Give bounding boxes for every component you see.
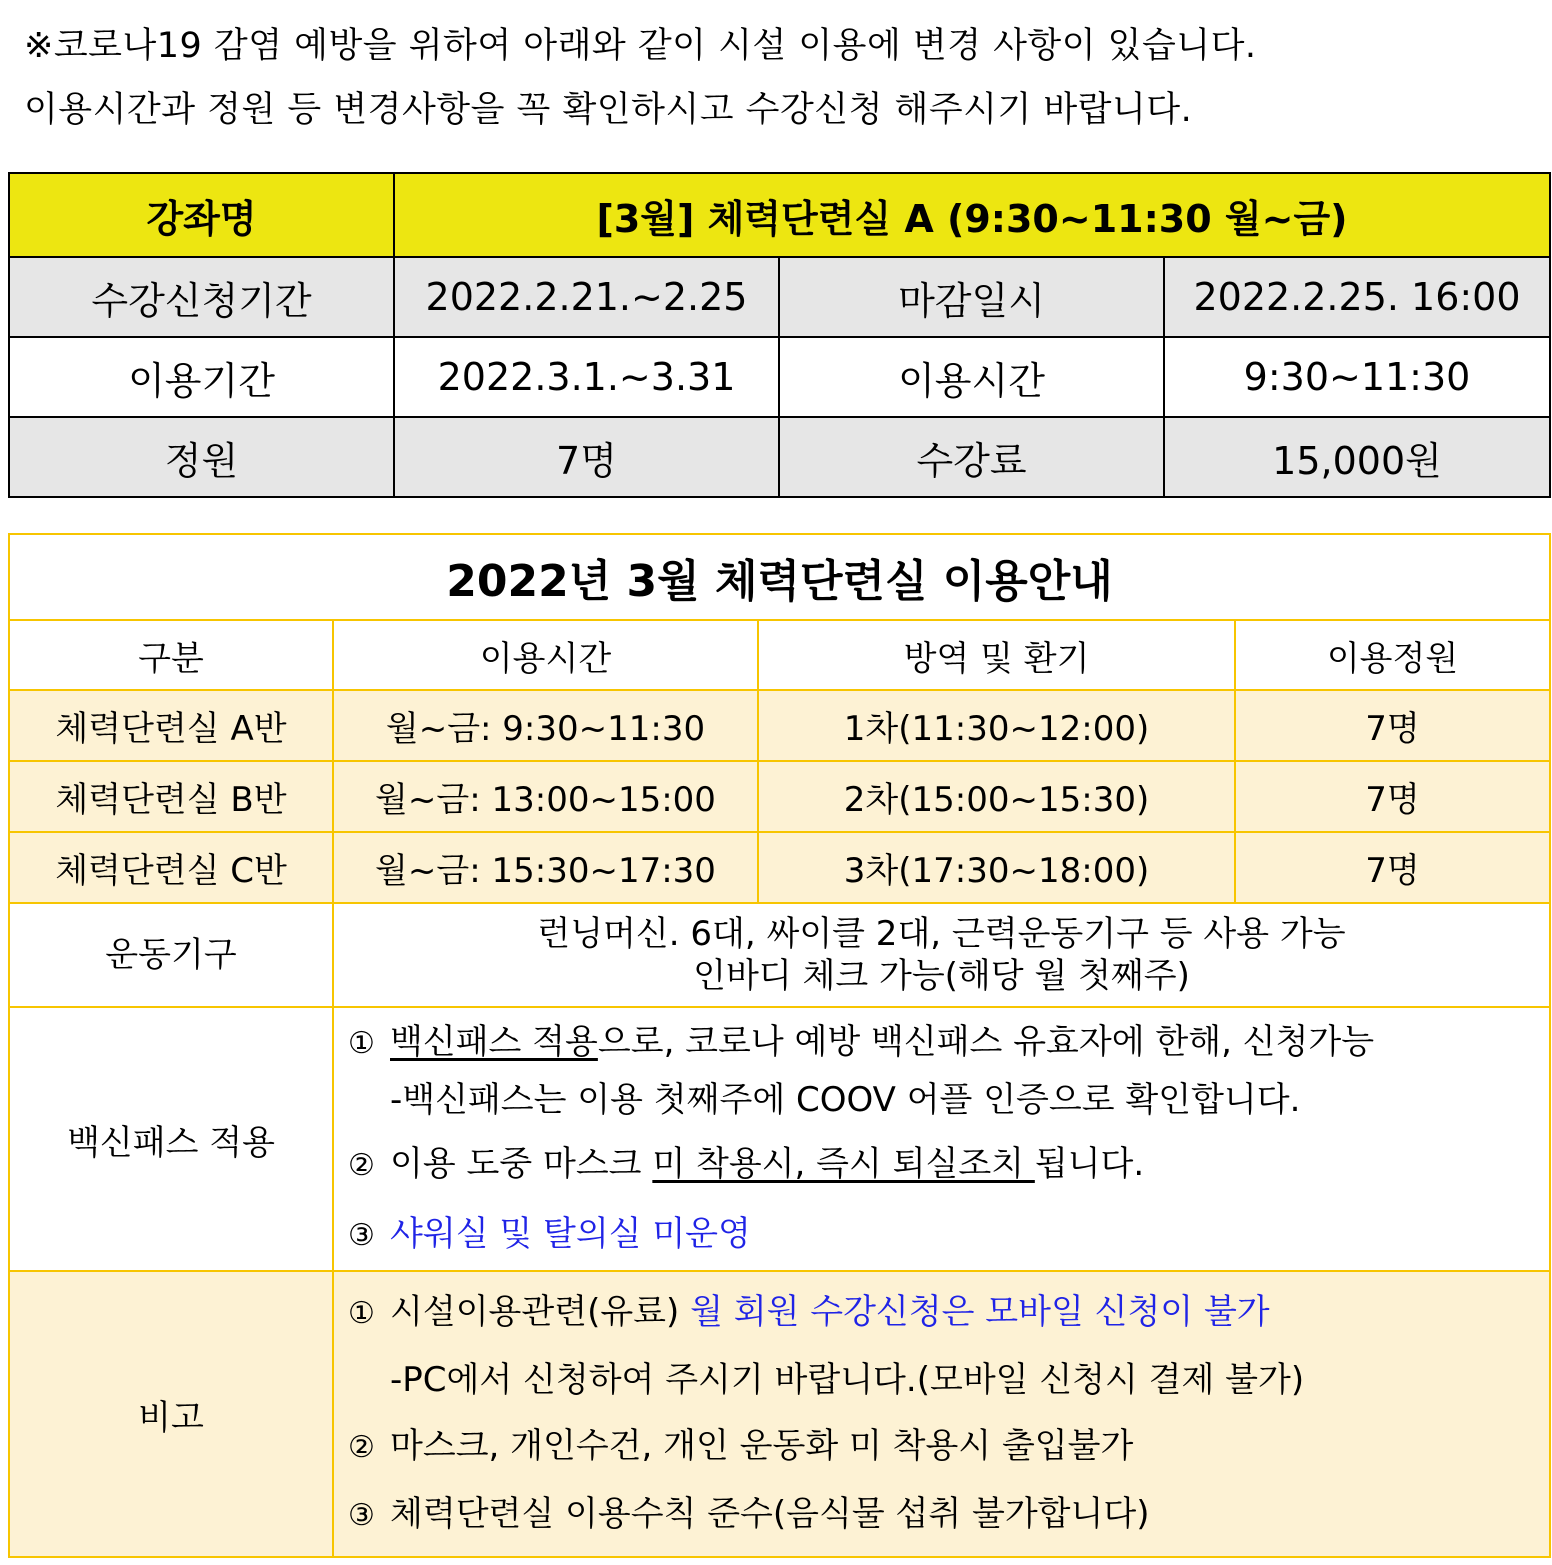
remarks-item-2: [348, 1425, 1549, 1469]
capacity-label: 정원: [9, 417, 394, 497]
vaccine-item-2-pre: 이용 도중 마스크: [390, 1144, 653, 1184]
table-row: [9, 257, 1550, 337]
vaccine-item-3-text: 샤워실 및 탈의실 미운영: [390, 1214, 751, 1254]
vaccine-item-2-underlined: 미 착용시, 즉시 퇴실조치: [652, 1144, 1035, 1184]
vaccine-pass-row: [9, 1007, 1550, 1271]
guide-column-header-row: [9, 620, 1550, 690]
table-row: [9, 761, 1550, 832]
deadline-label: 마감일시: [779, 257, 1164, 337]
remarks-item-1-pre: 시설이용관련(유료): [390, 1292, 691, 1332]
usage-period-label: 이용기간: [9, 337, 394, 417]
remarks-item-3: [348, 1493, 1549, 1537]
class-ventilation: 3차(17:30~18:00): [758, 832, 1235, 903]
notice-line-1: ※코로나19 감염 예방을 위하여 아래와 같이 시설 이용에 변경 사항이 있습니다.: [24, 26, 1257, 66]
table-row: [9, 337, 1550, 417]
class-time: 월~금: 15:30~17:30: [333, 832, 758, 903]
circled-number-3: ③: [348, 1218, 375, 1253]
circled-number-1: ①: [348, 1296, 375, 1331]
remarks-item-1-highlight: 월 회원 수강신청은 모바일 신청이 불가: [690, 1292, 1270, 1332]
equipment-label: 운동기구: [9, 903, 333, 1007]
column-header-capacity: 이용정원: [1235, 620, 1550, 690]
vaccine-item-1-sub: -백신패스는 이용 첫째주에 COOV 어플 인증으로 확인합니다.: [390, 1080, 1301, 1120]
vaccine-item-1: [348, 1021, 1549, 1065]
course-name-value: [3월] 체력단련실 A (9:30~11:30 월~금): [394, 173, 1550, 257]
vaccine-pass-details: [333, 1007, 1550, 1271]
guide-title-row: [9, 534, 1550, 620]
column-header-category: 구분: [9, 620, 333, 690]
class-capacity: 7명: [1235, 761, 1550, 832]
remarks-item-1-sub: -PC에서 신청하여 주시기 바랍니다.(모바일 신청시 결제 불가): [390, 1360, 1305, 1400]
fee-value: 15,000원: [1164, 417, 1550, 497]
course-header-row: [9, 173, 1550, 257]
equipment-description: [333, 903, 1550, 1007]
class-name: 체력단련실 C반: [9, 832, 333, 903]
vaccine-item-2: [348, 1143, 1549, 1187]
vaccine-item-1-underlined: 백신패스 적용: [390, 1022, 598, 1062]
equipment-line-2: 인바디 체크 가능(해당 월 첫째주): [693, 956, 1190, 996]
class-capacity: 7명: [1235, 690, 1550, 761]
column-header-usage-time: 이용시간: [333, 620, 758, 690]
class-time: 월~금: 9:30~11:30: [333, 690, 758, 761]
equipment-row: [9, 903, 1550, 1007]
usage-period-value: 2022.3.1.~3.31: [394, 337, 779, 417]
circled-number-2: ②: [348, 1430, 375, 1465]
usage-time-label: 이용시간: [779, 337, 1164, 417]
vaccine-pass-label: 백신패스 적용: [9, 1007, 333, 1271]
class-capacity: 7명: [1235, 832, 1550, 903]
course-name-label: 강좌명: [9, 173, 394, 257]
remarks-item-3-text: 체력단련실 이용수칙 준수(음식물 섭취 불가합니다): [390, 1494, 1150, 1534]
equipment-line-1: 런닝머신. 6대, 싸이클 2대, 근력운동기구 등 사용 가능: [537, 914, 1346, 954]
capacity-value: 7명: [394, 417, 779, 497]
fee-label: 수강료: [779, 417, 1164, 497]
notice-line-2: 이용시간과 정원 등 변경사항을 꼭 확인하시고 수강신청 해주시기 바랍니다.: [24, 90, 1193, 130]
class-time: 월~금: 13:00~15:00: [333, 761, 758, 832]
facility-guide-table: [8, 533, 1551, 1558]
vaccine-item-3: [348, 1213, 1549, 1257]
vaccine-item-2-post: 됩니다.: [1034, 1144, 1145, 1184]
column-header-quarantine: 방역 및 환기: [758, 620, 1235, 690]
table-row: [9, 690, 1550, 761]
class-name: 체력단련실 B반: [9, 761, 333, 832]
deadline-value: 2022.2.25. 16:00: [1164, 257, 1550, 337]
vaccine-item-1-text: 으로, 코로나 예방 백신패스 유효자에 한해, 신청가능: [597, 1022, 1375, 1062]
circled-number-2: ②: [348, 1148, 375, 1183]
class-name: 체력단련실 A반: [9, 690, 333, 761]
table-row: [9, 832, 1550, 903]
remarks-label: 비고: [9, 1271, 333, 1557]
circled-number-3: ③: [348, 1498, 375, 1533]
circled-number-1: ①: [348, 1026, 375, 1061]
usage-time-value: 9:30~11:30: [1164, 337, 1550, 417]
table-row: [9, 417, 1550, 497]
remarks-item-1: [348, 1291, 1549, 1335]
guide-title: 2022년 3월 체력단련실 이용안내: [9, 534, 1550, 620]
class-ventilation: 2차(15:00~15:30): [758, 761, 1235, 832]
registration-period-label: 수강신청기간: [9, 257, 394, 337]
remarks-details: [333, 1271, 1550, 1557]
remarks-row: [9, 1271, 1550, 1557]
class-ventilation: 1차(11:30~12:00): [758, 690, 1235, 761]
course-info-table: [8, 172, 1551, 498]
remarks-item-2-text: 마스크, 개인수건, 개인 운동화 미 착용시 출입불가: [390, 1426, 1134, 1466]
registration-period-value: 2022.2.21.~2.25: [394, 257, 779, 337]
